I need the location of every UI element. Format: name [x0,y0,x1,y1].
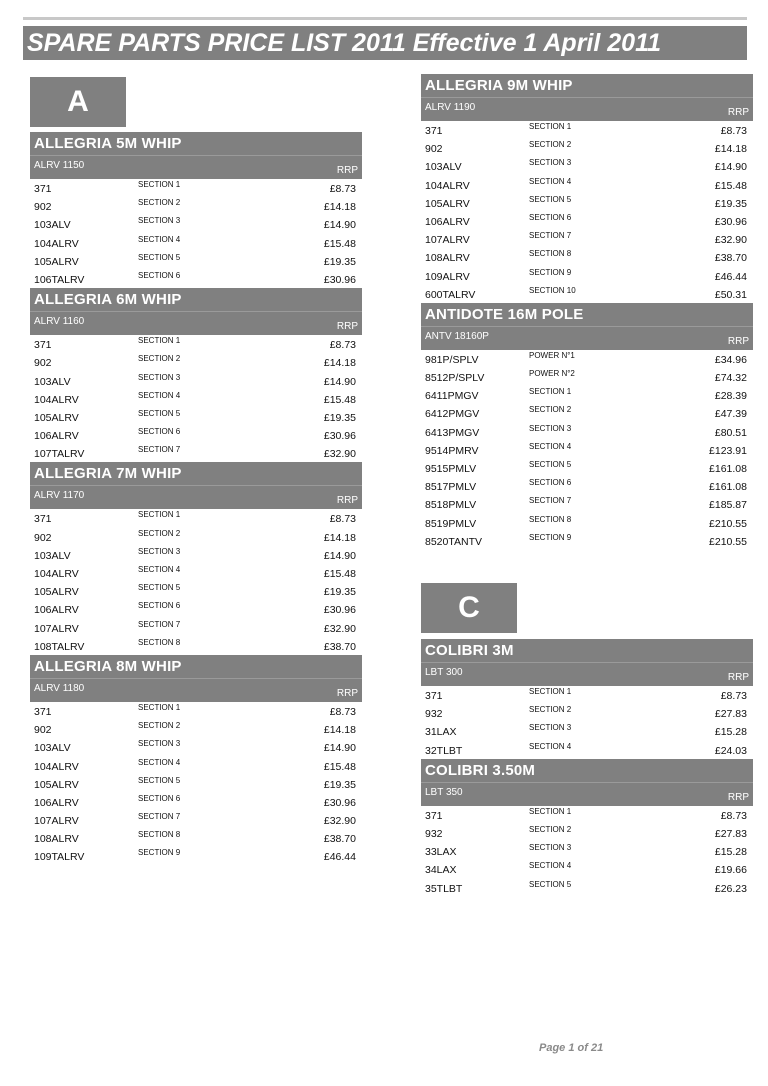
section-header [30,462,362,509]
table-row [421,368,753,386]
part-number: 104ALRV [34,237,79,250]
part-number: 105ALRV [425,197,470,210]
price: £28.39 [714,390,747,403]
table-row [421,267,753,285]
part-number: 371 [425,690,443,702]
table-row [421,686,753,704]
part-number: 9515PMLV [425,463,477,475]
section-list [30,132,362,866]
section-label: SECTION 5 [138,408,181,418]
table-row [30,390,362,408]
table-row [30,775,362,793]
rrp-label: RRP [727,672,749,683]
price: £19.35 [714,197,747,210]
table-row [30,252,362,270]
price: £27.83 [714,708,747,721]
table-row [30,619,362,637]
table-row [30,444,362,462]
part-number: 371 [425,125,443,137]
price: £46.44 [323,851,356,864]
section-label: SECTION 1 [529,122,572,131]
table-row [421,350,753,368]
part-number: 104ALRV [34,393,79,406]
price: £32.90 [714,234,747,247]
product-code: ALRV 1180 [34,682,85,694]
table-row [30,197,362,215]
header-divider [30,155,362,156]
section-label: SECTION 1 [138,180,181,189]
price: £19.35 [323,255,356,268]
part-number: 104ALRV [34,568,79,580]
section-label: SECTION 3 [529,423,572,433]
header-divider [421,326,753,327]
header-divider [30,311,362,312]
part-number: 902 [34,357,52,370]
price: £123.91 [709,444,747,457]
table-row [421,176,753,194]
section-label: SECTION 4 [138,565,181,574]
section-label: SECTION 9 [529,532,572,542]
part-number: 105ALRV [34,411,79,424]
product-code: LBT 350 [425,786,463,798]
part-number: 932 [425,827,443,840]
section-label: SECTION 5 [529,879,572,889]
price: £80.51 [714,426,747,439]
price: £14.18 [714,143,747,156]
price-section [421,639,753,759]
section-label: SECTION 7 [138,445,181,455]
price: £161.08 [709,481,747,494]
part-number: 371 [34,513,52,526]
header-divider [421,97,753,98]
price: £24.03 [714,744,747,757]
section-title: ALLEGRIA 7M WHIP [34,465,182,483]
table-row [421,532,753,550]
price: £26.23 [714,882,747,895]
price: £30.96 [323,273,356,286]
price: £8.73 [329,339,356,352]
part-number: 902 [34,531,52,544]
table-row [30,757,362,775]
table-row [421,194,753,212]
price: £8.73 [720,690,747,702]
table-row [30,372,362,390]
table-row [421,441,753,459]
price: £161.08 [709,463,747,475]
price: £210.55 [709,517,747,530]
part-number: 103ALV [34,219,71,232]
part-number: 103ALV [34,549,71,562]
rrp-label: RRP [336,321,358,333]
section-label: SECTION 3 [138,739,181,749]
table-row [30,637,362,655]
section-label: SECTION 4 [529,861,572,871]
section-label: SECTION 4 [138,757,181,767]
section-header [421,74,753,121]
table-row [421,514,753,532]
table-row [421,423,753,441]
part-number: 108TALRV [34,640,85,653]
part-number: 105ALRV [34,255,79,268]
section-label: SECTION 8 [138,637,181,647]
table-row [30,335,362,353]
part-number: 33LAX [425,846,457,859]
table-row [421,248,753,266]
section-label: SECTION 5 [138,775,181,785]
section-label: SECTION 2 [138,528,181,538]
product-code: ALRV 1150 [34,160,85,171]
table-row [30,564,362,582]
table-row [421,121,753,139]
part-number: 107ALRV [34,622,79,635]
table-row [30,702,362,720]
rrp-label: RRP [727,335,749,347]
section-label: SECTION 1 [138,702,181,712]
part-number: 108ALRV [425,252,470,265]
table-row [30,179,362,197]
price: £8.73 [329,513,356,526]
section-header [421,639,753,686]
top-rule [23,17,747,20]
price: £34.96 [714,353,747,366]
price: £14.18 [323,724,356,737]
section-label: SECTION 2 [529,405,572,415]
price: £14.90 [323,742,356,755]
price: £15.48 [323,760,356,773]
section-label: SECTION 6 [138,270,181,280]
section-label: SECTION 2 [529,140,572,150]
table-row [30,720,362,738]
table-row [421,477,753,495]
price: £8.73 [720,125,747,137]
price: £19.35 [323,411,356,424]
part-number: 31LAX [425,726,457,739]
price: £46.44 [714,270,747,283]
part-number: 104ALRV [34,760,79,773]
table-row [421,230,753,248]
section-label: SECTION 3 [138,372,181,382]
price: £30.96 [714,215,747,228]
table-row [30,509,362,527]
price: £14.90 [323,375,356,388]
part-number: 371 [425,809,443,822]
price: £8.73 [720,809,747,822]
index-letter-a: A [30,77,126,127]
price: £30.96 [323,604,356,617]
part-number: 106ALRV [425,215,470,228]
product-code: LBT 300 [425,667,463,678]
table-row [421,879,753,897]
table-row [30,811,362,829]
table-row [30,546,362,564]
table-row [421,722,753,740]
section-label: SECTION 7 [529,496,572,506]
rrp-label: RRP [336,165,358,176]
price: £32.90 [323,622,356,635]
section-label: SECTION 4 [529,441,572,451]
table-row [30,600,362,618]
section-label: SECTION 2 [138,721,181,731]
section-label: SECTION 5 [529,194,572,204]
section-title: ALLEGRIA 6M WHIP [34,291,182,309]
section-title: COLIBRI 3.50M [425,761,536,779]
table-row [421,704,753,722]
price-section [30,462,362,655]
product-code: ALRV 1190 [425,102,476,113]
table-row [30,829,362,847]
rrp-label: RRP [336,687,358,699]
section-label: SECTION 3 [138,216,181,226]
price: £185.87 [709,499,747,512]
section-label: SECTION 5 [138,252,181,262]
part-number: 104ALRV [425,179,470,192]
part-number: 105ALRV [34,586,79,599]
part-number: 107ALRV [425,234,470,247]
price: £15.48 [323,237,356,250]
price: £38.70 [714,252,747,265]
table-row [421,842,753,860]
part-number: 109ALRV [425,270,470,283]
table-row [421,741,753,759]
price: £38.70 [323,640,356,653]
section-label: SECTION 4 [138,390,181,400]
part-number: 106ALRV [34,430,79,443]
price: £15.28 [714,846,747,859]
part-number: 105ALRV [34,778,79,791]
part-number: 109TALRV [34,851,85,864]
section-label: SECTION 3 [138,546,181,556]
table-row [30,353,362,371]
price: £14.18 [323,201,356,214]
part-number: 902 [34,201,52,214]
section-label: POWER N°1 [529,350,575,360]
column-b [421,74,753,550]
part-number: 103ALV [425,161,462,174]
section-title: ALLEGRIA 9M WHIP [425,77,573,94]
part-number: 8517PMLV [425,481,477,494]
price-section [421,759,753,897]
table-row [421,404,753,422]
price: £27.83 [714,827,747,840]
table-row [30,215,362,233]
section-label: SECTION 5 [138,583,181,593]
price: £15.48 [714,179,747,192]
section-label: SECTION 6 [529,478,572,488]
part-number: 107TALRV [34,448,85,461]
table-row [30,582,362,600]
part-number: 106ALRV [34,604,79,617]
price: £8.73 [329,705,356,718]
section-label: SECTION 1 [138,510,181,520]
part-number: 902 [34,724,52,737]
section-header [30,288,362,335]
part-number: 981P/SPLV [425,353,479,366]
price: £19.35 [323,778,356,791]
section-label: SECTION 2 [529,705,572,715]
part-number: 103ALV [34,375,71,388]
table-row [421,139,753,157]
index-letter-c: C [421,583,517,633]
table-row [421,824,753,842]
part-number: 8518PMLV [425,499,477,512]
price: £50.31 [714,288,747,301]
section-label: SECTION 3 [529,158,572,168]
part-number: 34LAX [425,864,457,877]
price: £8.73 [329,183,356,195]
section-label: SECTION 8 [529,249,572,259]
section-label: SECTION 6 [529,212,572,222]
part-number: 902 [425,143,443,156]
product-code: ALRV 1170 [34,490,85,502]
price: £15.48 [323,393,356,406]
part-number: 106TALRV [34,273,85,286]
part-number: 103ALV [34,742,71,755]
table-row [30,528,362,546]
table-row [421,806,753,824]
price: £38.70 [323,833,356,846]
section-label: SECTION 10 [529,285,576,295]
price: £14.90 [323,219,356,232]
section-label: SECTION 1 [138,336,181,346]
table-row [421,495,753,513]
section-header [421,759,753,806]
part-number: 6413PMGV [425,426,480,439]
price: £15.28 [714,726,747,739]
table-row [30,426,362,444]
part-number: 108ALRV [34,833,79,846]
price: £14.18 [323,531,356,544]
price: £47.39 [714,408,747,421]
price: £19.66 [714,864,747,877]
price: £30.96 [323,430,356,443]
section-label: SECTION 4 [529,176,572,186]
part-number: 32TLBT [425,744,463,757]
section-label: SECTION 7 [138,619,181,629]
section-title: ANTIDOTE 16M POLE [425,305,584,323]
table-row [421,212,753,230]
table-row [421,285,753,303]
section-label: SECTION 2 [529,824,572,834]
table-row [30,270,362,288]
section-label: SECTION 8 [138,830,181,840]
section-header [421,303,753,350]
part-number: 35TLBT [425,882,463,895]
part-number: 371 [34,705,52,718]
product-code: ALRV 1160 [34,316,85,328]
header-divider [30,485,362,486]
price: £30.96 [323,796,356,809]
price-section [421,303,753,550]
part-number: 371 [34,183,52,195]
rrp-label: RRP [336,495,358,507]
price: £74.32 [714,372,747,385]
section-title: ALLEGRIA 8M WHIP [34,657,182,675]
table-row [30,738,362,756]
column-a [30,77,362,866]
section-label: SECTION 4 [138,234,181,244]
section-label: SECTION 7 [138,812,181,822]
section-label: SECTION 9 [138,848,181,858]
section-label: SECTION 2 [138,354,181,364]
part-number: 600TALRV [425,288,476,301]
section-list [421,639,753,897]
price-section [30,288,362,462]
section-label: SECTION 5 [529,460,572,469]
part-number: 8519PMLV [425,517,477,530]
price-section [30,655,362,866]
part-number: 8520TANTV [425,535,482,548]
price: £14.18 [323,357,356,370]
section-title: ALLEGRIA 5M WHIP [34,135,182,152]
page-number: Page 1 of 21 [539,1042,604,1054]
part-number: 8512P/SPLV [425,372,485,385]
section-label: SECTION 6 [138,793,181,803]
part-number: 6411PMGV [425,390,479,403]
table-row [30,234,362,252]
part-number: 106ALRV [34,796,79,809]
section-label: SECTION 6 [138,601,181,611]
section-label: SECTION 3 [529,843,572,853]
table-row [421,157,753,175]
header-divider [421,782,753,783]
section-label: SECTION 4 [529,741,572,751]
price: £32.90 [323,815,356,828]
price: £14.90 [323,549,356,562]
section-list [421,74,753,550]
part-number: 932 [425,708,443,721]
part-number: 6412PMGV [425,408,480,421]
section-label: SECTION 1 [529,806,572,816]
table-row [30,408,362,426]
section-label: SECTION 6 [138,427,181,437]
table-row [30,793,362,811]
price: £210.55 [709,535,747,548]
part-number: 9514PMRV [425,444,479,457]
section-label: SECTION 1 [529,387,572,397]
section-label: SECTION 7 [529,231,572,241]
table-row [421,459,753,477]
section-label: SECTION 3 [529,723,572,733]
section-label: SECTION 8 [529,514,572,524]
header-divider [421,662,753,663]
price: £15.48 [323,568,356,580]
section-title: COLIBRI 3M [425,642,514,659]
part-number: 371 [34,339,52,352]
section-label: SECTION 2 [138,198,181,208]
rrp-label: RRP [727,791,749,803]
price-section [421,74,753,303]
column-c [421,583,753,897]
header-divider [30,678,362,679]
section-header [30,655,362,702]
table-row [421,860,753,878]
price-section [30,132,362,288]
price: £14.90 [714,161,747,174]
price: £19.35 [323,586,356,599]
section-label: POWER N°2 [529,369,575,379]
rrp-label: RRP [727,107,749,118]
section-label: SECTION 1 [529,687,572,696]
part-number: 107ALRV [34,815,79,828]
page-title: SPARE PARTS PRICE LIST 2011 Effective 1 April 2011 [23,26,747,60]
section-label: SECTION 9 [529,267,572,277]
table-row [30,847,362,865]
product-code: ANTV 18160P [425,330,489,342]
section-header [30,132,362,179]
table-row [421,386,753,404]
price: £32.90 [323,448,356,461]
